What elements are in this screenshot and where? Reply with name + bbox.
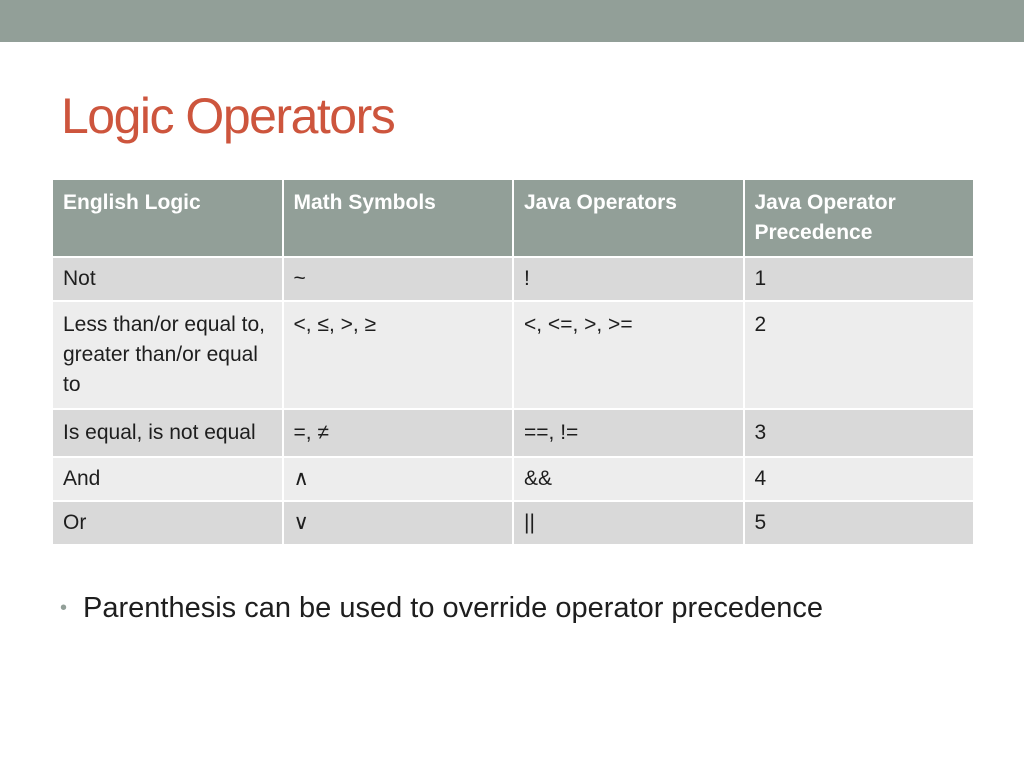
cell-english-logic: Less than/or equal to, greater than/or equal to: [52, 301, 283, 409]
cell-precedence: 1: [744, 257, 975, 301]
bullet-dot-icon: •: [60, 597, 68, 619]
cell-math-symbols: ∧: [283, 457, 514, 501]
bullet-text: Parenthesis can be used to override operator precedence: [83, 592, 823, 624]
cell-math-symbols: ~: [283, 257, 514, 301]
table-row: [52, 301, 974, 409]
cell-math-symbols: =, ≠: [283, 409, 514, 457]
table-header-row: [52, 179, 974, 257]
table-row: [52, 409, 974, 457]
cell-english-logic: Or: [52, 501, 283, 545]
table-row: [52, 457, 974, 501]
header-java-operator-precedence: Java Operator Precedence: [744, 179, 975, 257]
cell-precedence: 5: [744, 501, 975, 545]
cell-precedence: 3: [744, 409, 975, 457]
bullet-item: [60, 588, 823, 628]
header-java-operators: Java Operators: [513, 179, 744, 257]
cell-java-operators: ==, !=: [513, 409, 744, 457]
cell-java-operators: &&: [513, 457, 744, 501]
table-row: [52, 501, 974, 545]
header-english-logic: English Logic: [52, 179, 283, 257]
slide-title: Logic Operators: [61, 88, 395, 144]
cell-java-operators: <, <=, >, >=: [513, 301, 744, 409]
cell-english-logic: Is equal, is not equal: [52, 409, 283, 457]
operators-table: [51, 178, 975, 546]
cell-precedence: 2: [744, 301, 975, 409]
cell-precedence: 4: [744, 457, 975, 501]
cell-english-logic: And: [52, 457, 283, 501]
header-math-symbols: Math Symbols: [283, 179, 514, 257]
table-row: [52, 257, 974, 301]
cell-java-operators: ||: [513, 501, 744, 545]
cell-math-symbols: ∨: [283, 501, 514, 545]
cell-english-logic: Not: [52, 257, 283, 301]
cell-math-symbols: <, ≤, >, ≥: [283, 301, 514, 409]
cell-java-operators: !: [513, 257, 744, 301]
top-accent-bar: [0, 0, 1024, 42]
